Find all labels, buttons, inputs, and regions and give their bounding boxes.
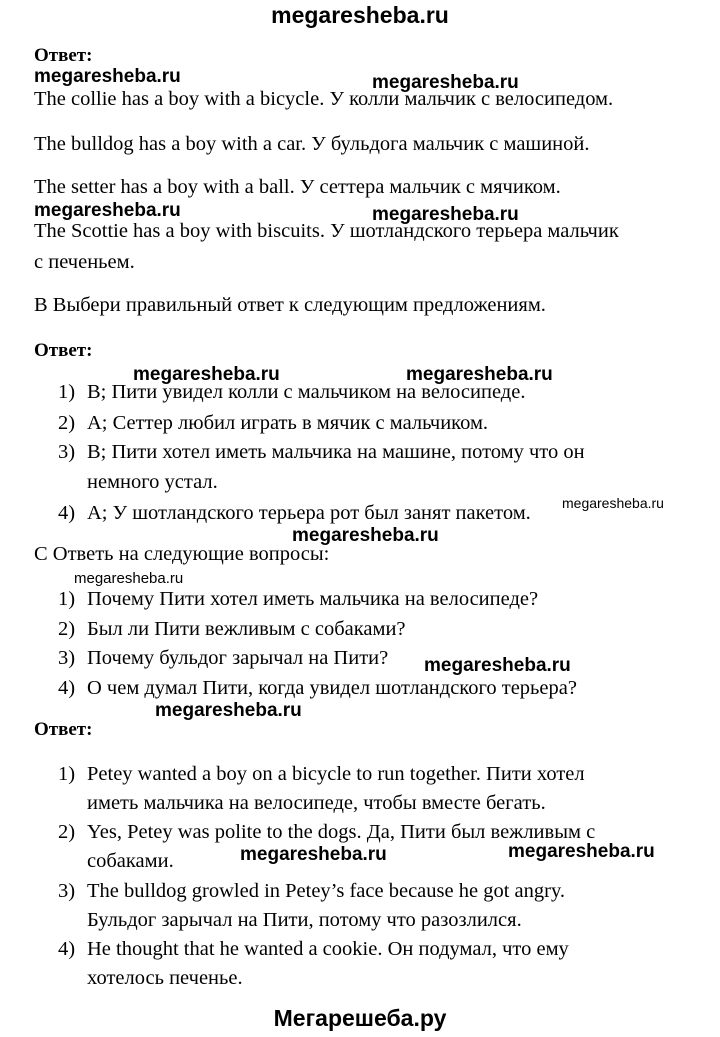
watermark: megaresheba.ru [372,204,519,225]
answer-item: The bulldog growled in Petey’s face because he got angry. [87,880,565,902]
answer-item: B; Пити хотел иметь мальчика на машине, потому что он [87,441,585,463]
question-item: О чем думал Пити, когда увидел шотландского терьера? [87,677,577,699]
item-number: 2) [58,618,76,640]
watermark: megaresheba.ru [406,364,553,385]
answer-line: The bulldog has a boy with a car. У бульдога мальчик с машиной. [34,133,590,155]
answer-item: A; У шотландского терьера рот был занят пакетом. [87,502,531,524]
item-number: 2) [58,821,76,843]
answer-line: The setter has a boy with a ball. У сеттера мальчик с мячиком. [34,176,561,198]
question-item: Был ли Пити вежливым с собаками? [87,618,406,640]
watermark: megaresheba.ru [508,841,655,862]
item-number: 3) [58,880,76,902]
item-number: 3) [58,441,76,463]
question-item: Почему Пити хотел иметь мальчика на велосипеде? [87,588,539,610]
site-footer: Мегарешеба.ру [273,1005,447,1031]
answer-item: Yes, Petey was polite to the dogs. Да, Пити был вежливым с [87,821,596,843]
watermark: megaresheba.ru [74,570,184,587]
watermark: megaresheba.ru [562,495,664,511]
item-number: 3) [58,647,76,669]
watermark: megaresheba.ru [34,66,181,87]
item-number: 1) [58,763,76,785]
answer-heading-c: Ответ: [34,719,93,740]
watermark: megaresheba.ru [133,364,280,385]
answer-line: The Scottie has a boy with biscuits. У шотландского терьера мальчик [34,220,619,242]
answer-line: с печеньем. [34,251,135,273]
answer-item: He thought that he wanted a cookie. Он подумал, что ему [87,938,569,960]
answer-item: Petey wanted a boy on a bicycle to run together. Пити хотел [87,763,585,785]
answer-line: The collie has a boy with a bicycle. У колли мальчик с велосипедом. [34,88,614,110]
task-b: В Выбери правильный ответ к следующим предложениям. [34,294,546,316]
watermark: megaresheba.ru [34,200,181,221]
task-c: С Ответь на следующие вопросы: [34,543,330,565]
item-number: 4) [58,677,76,699]
answer-item: немного устал. [87,471,218,493]
item-number: 4) [58,938,76,960]
item-number: 1) [58,588,76,610]
answer-heading-b: Ответ: [34,340,93,361]
answer-item: иметь мальчика на велосипеде, чтобы вместе бегать. [87,792,546,814]
answer-heading-a: Ответ: [34,45,93,66]
answer-item: хотелось печенье. [87,967,243,989]
watermark: megaresheba.ru [424,655,571,676]
watermark: megaresheba.ru [292,525,439,546]
item-number: 1) [58,381,76,403]
answer-item: A; Сеттер любил играть в мячик с мальчиком. [87,412,489,434]
question-item: Почему бульдог зарычал на Пити? [87,647,389,669]
watermark: megaresheba.ru [155,700,302,721]
watermark: megaresheba.ru [372,72,519,93]
item-number: 4) [58,502,76,524]
item-number: 2) [58,412,76,434]
answer-item: собаками. [87,850,174,872]
answer-item: B; Пити увидел колли с мальчиком на велосипеде. [87,381,526,403]
site-header: megaresheba.ru [271,2,449,28]
watermark: megaresheba.ru [240,844,387,865]
answer-item: Бульдог зарычал на Пити, потому что разозлился. [87,909,522,931]
